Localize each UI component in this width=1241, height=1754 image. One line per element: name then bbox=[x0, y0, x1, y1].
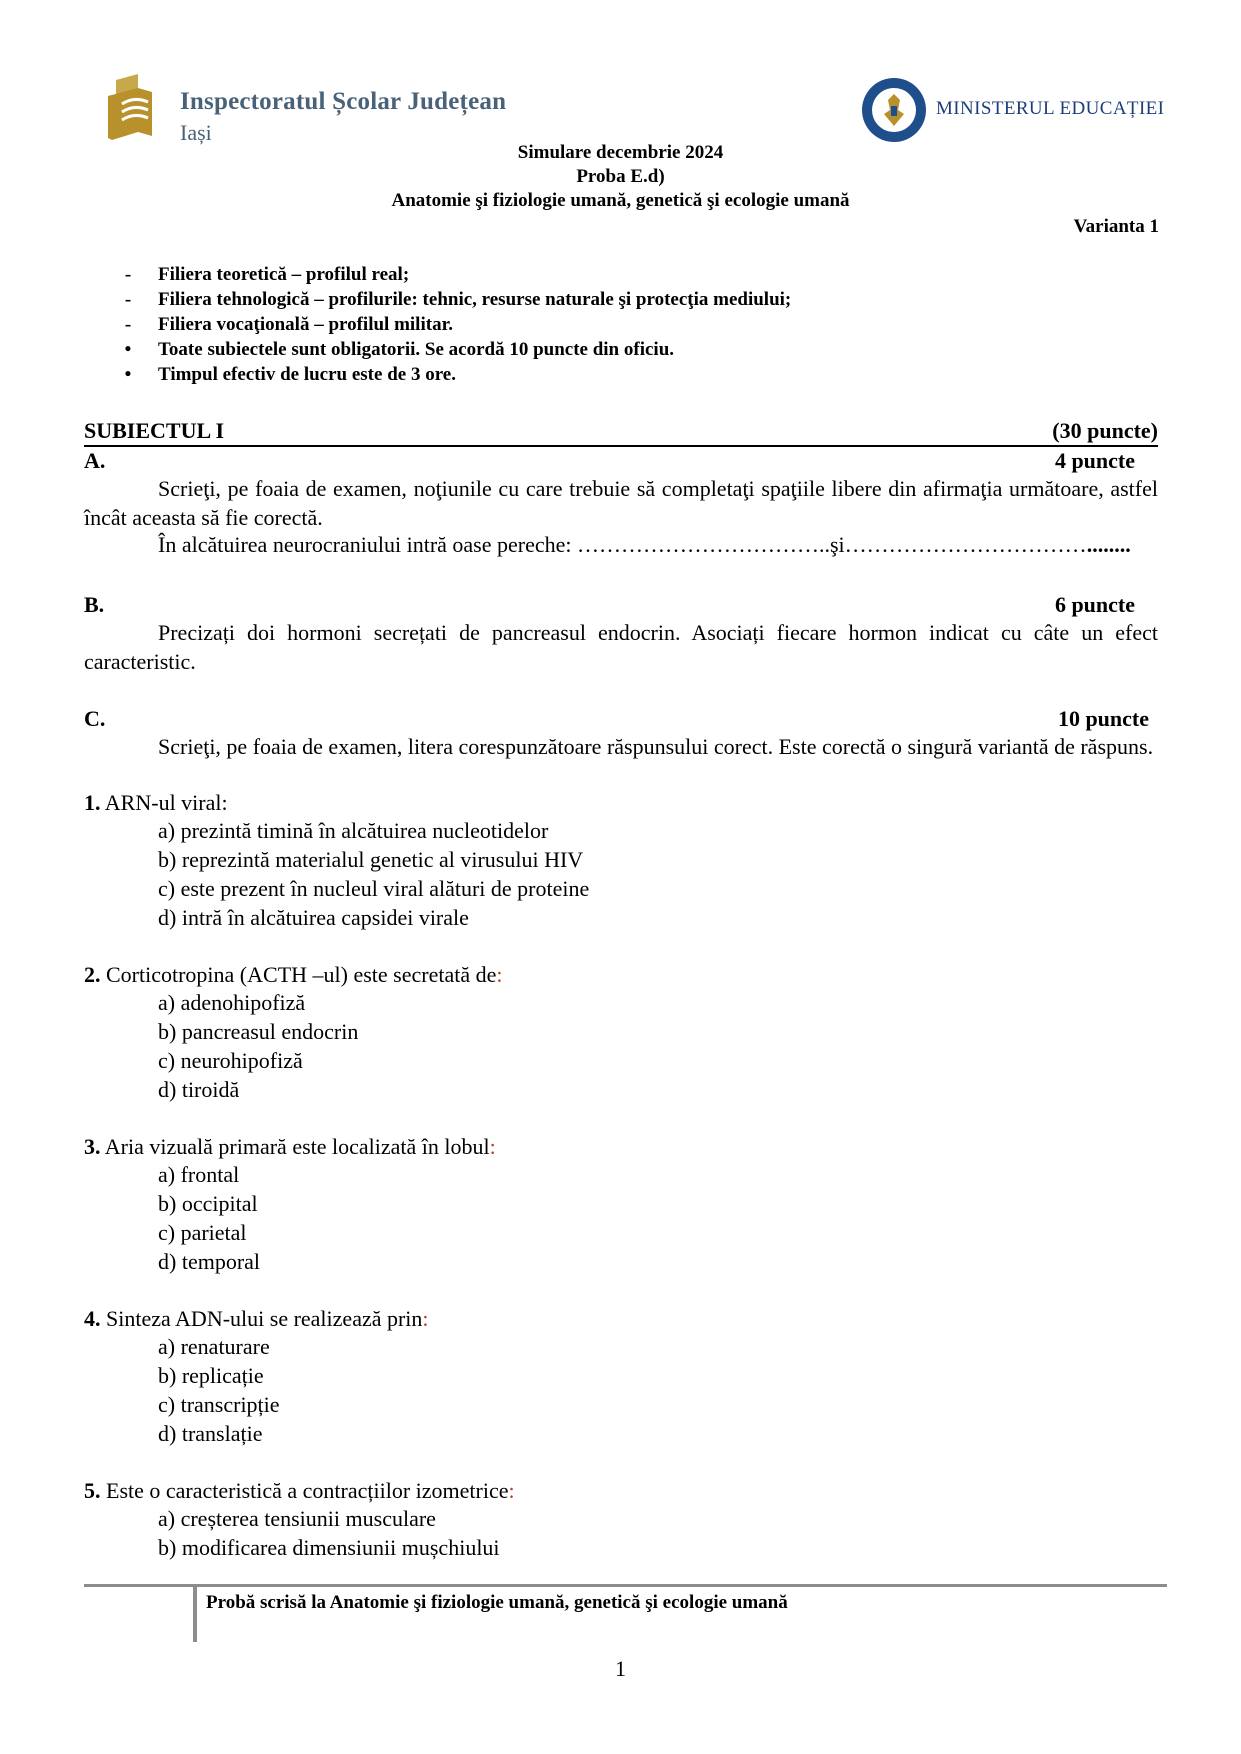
section-a-text: Scrieţi, pe foaia de examen, noţiunile cu care trebuie să completaţi spaţiile libere din afirmaţia următoare, astfel încât aceasta să fie corectă. bbox=[84, 476, 1158, 530]
option: b) occipital bbox=[158, 1191, 258, 1216]
question-2: 2. Corticotropina (ACTH –ul) este secretată de: bbox=[84, 962, 503, 987]
list-item: - Filiera teoretică – profilul real; bbox=[124, 264, 410, 285]
list-item: - Filiera tehnologică – profilurile: tehnic, resurse naturale şi protecţia mediului; bbox=[124, 289, 792, 310]
isj-logo bbox=[108, 74, 508, 146]
list-item: • Timpul efectiv de lucru este de 3 ore. bbox=[124, 364, 456, 385]
instructions-list bbox=[118, 262, 791, 387]
question-4: 4. Sinteza ADN-ului se realizează prin: bbox=[84, 1306, 429, 1331]
subiect-heading bbox=[84, 418, 1158, 447]
section-b-text: Precizați doi hormoni secrețati de pancreasul endocrin. Asociați fiecare hormon indicat cu câte un efect caracteristic. bbox=[84, 620, 1158, 674]
option: b) reprezintă materialul genetic al virusului HIV bbox=[158, 847, 584, 872]
section-b-label: B. bbox=[84, 592, 105, 617]
option: d) temporal bbox=[158, 1249, 261, 1274]
option: b) replicație bbox=[158, 1363, 264, 1388]
question-3: 3. Aria vizuală primară este localizată în lobul: bbox=[84, 1134, 496, 1159]
question-4-options bbox=[158, 1332, 280, 1448]
subiect-title: SUBIECTUL I bbox=[84, 418, 225, 443]
footer-text: Probă scrisă la Anatomie şi fiziologie umană, genetică şi ecologie umană bbox=[206, 1592, 788, 1613]
option: a) prezintă timină în alcătuirea nucleotidelor bbox=[158, 818, 549, 843]
section-a-label: A. bbox=[84, 448, 106, 473]
isj-name: Inspectoratul Școlar Județean bbox=[180, 88, 507, 115]
option: c) parietal bbox=[158, 1220, 247, 1245]
question-2-options bbox=[158, 988, 358, 1104]
subiect-points: (30 puncte) bbox=[1052, 418, 1158, 443]
option: b) modificarea dimensiunii mușchiului bbox=[158, 1535, 500, 1560]
list-item: • Toate subiectele sunt obligatorii. Se acordă 10 puncte din oficiu. bbox=[124, 339, 675, 360]
option: a) renaturare bbox=[158, 1334, 270, 1359]
ministry-name: MINISTERUL EDUCAȚIEI bbox=[936, 98, 1165, 119]
option: b) pancreasul endocrin bbox=[158, 1019, 359, 1044]
option: a) creșterea tensiunii musculare bbox=[158, 1506, 436, 1531]
exam-title: Simulare decembrie 2024 bbox=[517, 142, 724, 163]
option: c) neurohipofiză bbox=[158, 1048, 303, 1073]
isj-city: Iași bbox=[180, 120, 212, 145]
varianta-label: Varianta 1 bbox=[1073, 216, 1159, 237]
option: d) translație bbox=[158, 1421, 263, 1446]
section-b-points: 6 puncte bbox=[1054, 592, 1135, 617]
exam-proba: Proba E.d) bbox=[576, 166, 665, 187]
option: a) adenohipofiză bbox=[158, 990, 306, 1015]
government-seal-icon bbox=[860, 76, 928, 144]
option: c) este prezent în nucleul viral alături de proteine bbox=[158, 876, 590, 901]
question-1-options bbox=[158, 816, 589, 932]
question-1: 1. ARN-ul viral: bbox=[84, 790, 228, 815]
footer-divider bbox=[193, 1586, 197, 1642]
section-a-points: 4 puncte bbox=[1054, 448, 1135, 473]
page-number: 1 bbox=[615, 1656, 626, 1681]
question-3-options bbox=[158, 1160, 260, 1276]
book-emblem-icon bbox=[108, 74, 160, 142]
footer-rule bbox=[84, 1584, 1167, 1587]
ministry-logo bbox=[860, 74, 1190, 146]
section-c-label: C. bbox=[84, 706, 106, 731]
question-5-options bbox=[158, 1504, 500, 1562]
option: a) frontal bbox=[158, 1162, 240, 1187]
exam-subject: Anatomie şi fiziologie umană, genetică şi ecologie umană bbox=[391, 190, 850, 211]
section-c-text: Scrieţi, pe foaia de examen, litera corespunzătoare răspunsului corect. Este corectă o singură variantă de răspuns. bbox=[158, 734, 1154, 759]
option: d) intră în alcătuirea capsidei virale bbox=[158, 905, 469, 930]
list-item: - Filiera vocaţională – profilul militar. bbox=[124, 314, 454, 335]
section-c-points: 10 puncte bbox=[1057, 706, 1149, 731]
section-a-sentence: În alcătuirea neurocraniului intră oase pereche: ……………………………..şi……………………………........ bbox=[158, 532, 1131, 557]
option: d) tiroidă bbox=[158, 1077, 240, 1102]
option: c) transcripție bbox=[158, 1392, 280, 1417]
question-5: 5. Este o caracteristică a contracțiilor izometrice: bbox=[84, 1478, 515, 1503]
